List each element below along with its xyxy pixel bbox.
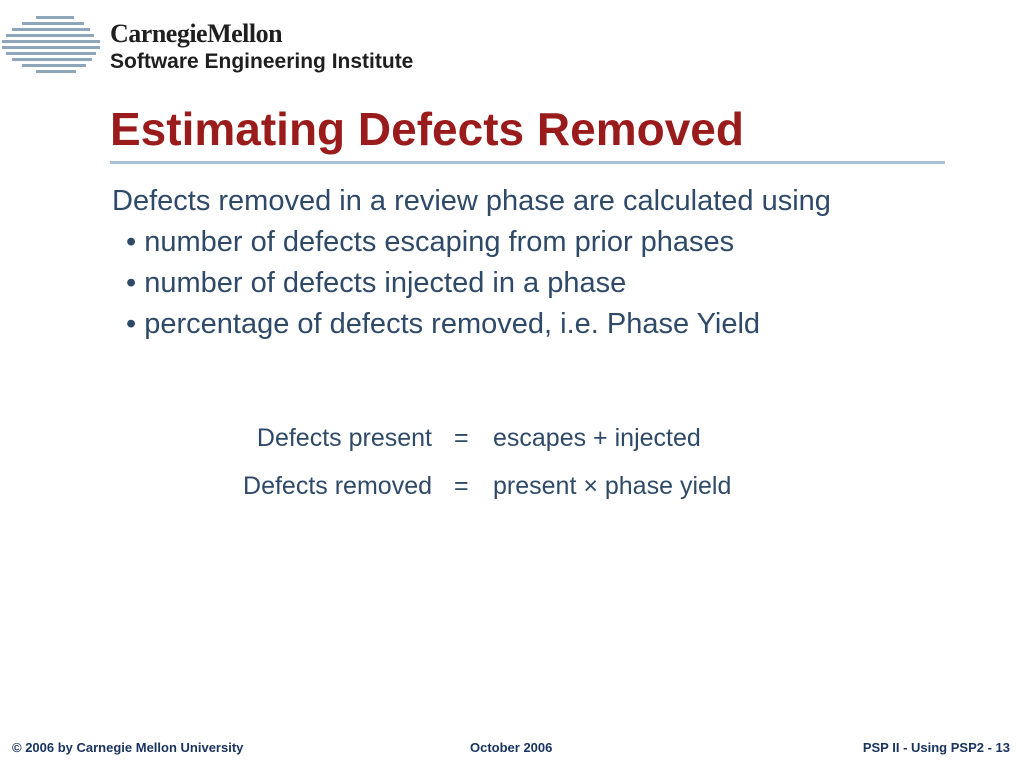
sei-striped-globe-icon (0, 14, 104, 76)
bullet-item: • number of defects escaping from prior phases (126, 226, 735, 258)
institution-logo-text (110, 20, 413, 74)
formula-lhs: Defects present (256, 424, 432, 452)
slide-footer (0, 740, 1024, 760)
bullet-item: • percentage of defects removed, i.e. Phase Yield (126, 308, 761, 340)
formula-rhs: present × phase yield (493, 472, 732, 500)
formula-lhs: Defects removed (243, 472, 432, 500)
formula-operator: = (454, 472, 469, 500)
footer-copyright: © 2006 by Carnegie Mellon University (12, 740, 244, 755)
footer-page-number: PSP II - Using PSP2 - 13 (862, 740, 1010, 755)
formula-operator: = (454, 424, 469, 452)
slide-body (112, 181, 912, 345)
footer-date: October 2006 (470, 740, 553, 755)
bullet-list (112, 222, 912, 345)
formula-rhs: escapes + injected (493, 424, 701, 452)
logo-carnegie-mellon: CarnegieMellon (110, 19, 283, 48)
slide-title: Estimating Defects Removed (110, 103, 744, 155)
intro-text: Defects removed in a review phase are calculated using (112, 185, 831, 217)
bullet-item: • number of defects injected in a phase (126, 267, 627, 299)
logo-sei: Software Engineering Institute (110, 50, 414, 73)
title-divider (110, 161, 945, 164)
